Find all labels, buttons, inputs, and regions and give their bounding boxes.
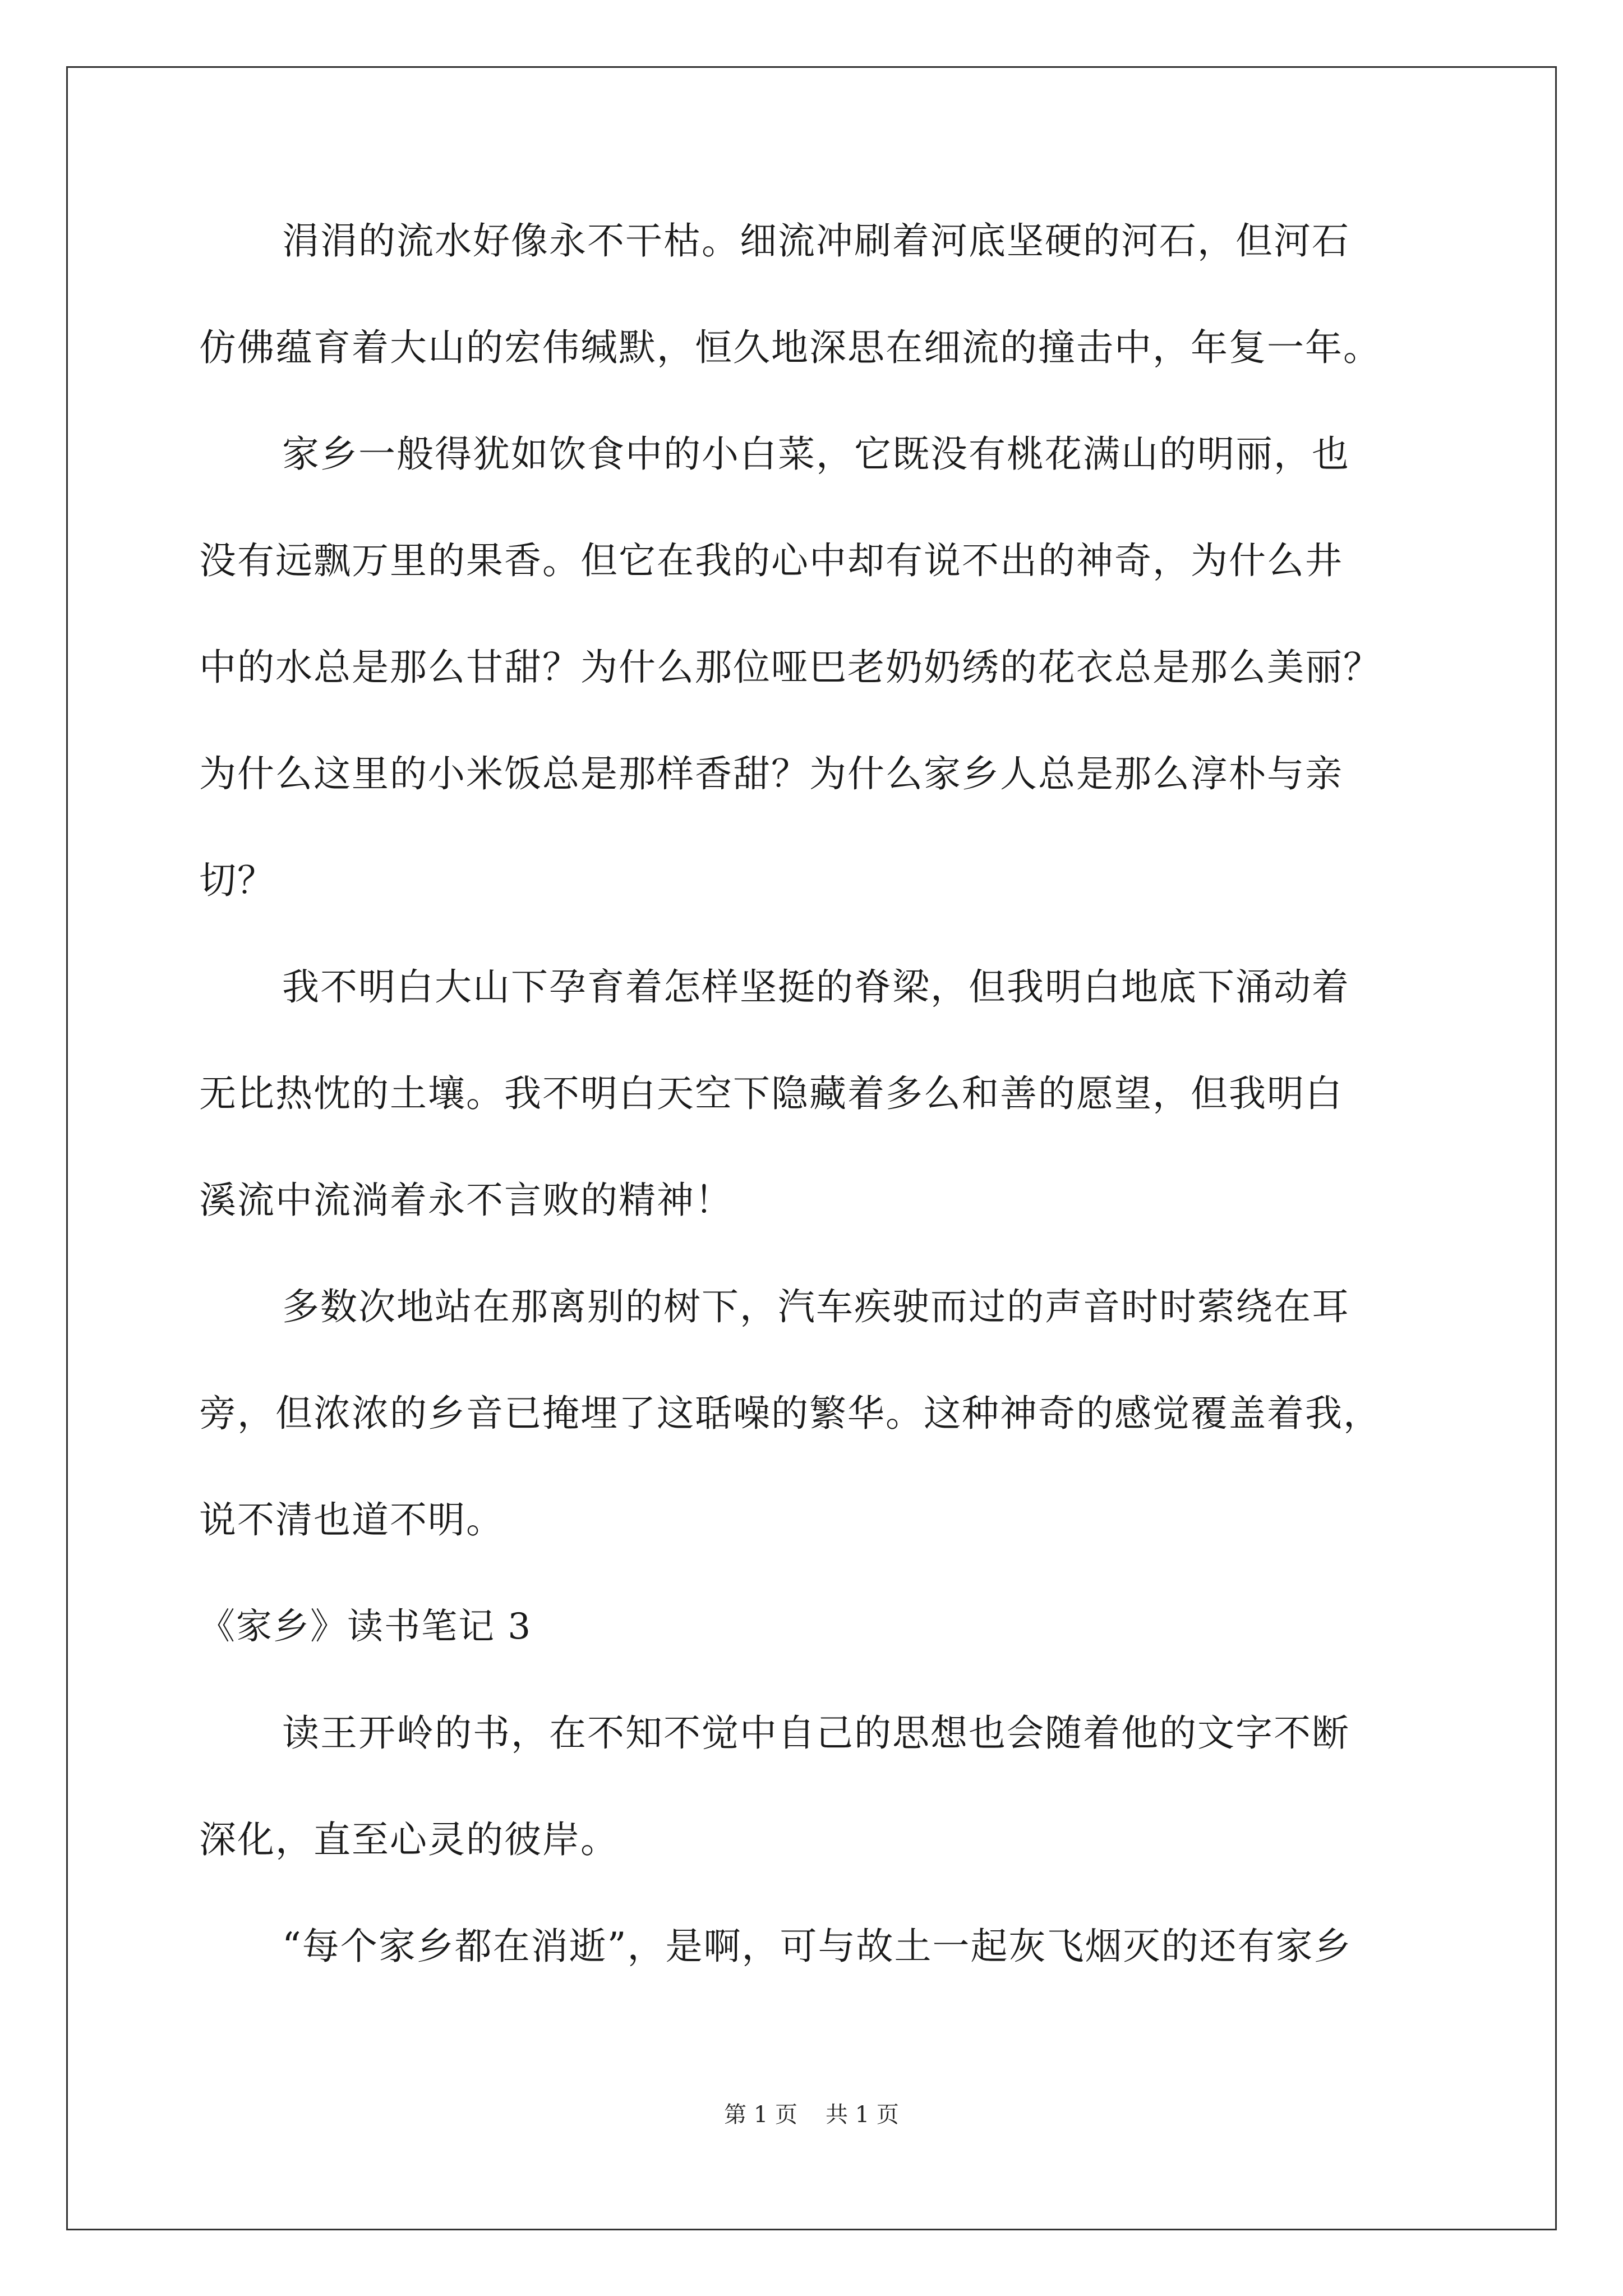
- section-heading: 《家乡》读书笔记 3: [199, 1606, 532, 1648]
- paragraph-5-line-2: 深化，直至心灵的彼岸。: [199, 1818, 619, 1861]
- paragraph-2-line-3: 中的水总是那么甘甜？为什么那位哑巴老奶奶绣的花衣总是那么美丽？: [199, 646, 1381, 689]
- paragraph-5-line-1: 读王开岭的书，在不知不觉中自己的思想也会随着他的文字不断: [282, 1711, 1350, 1755]
- paragraph-3-line-1: 我不明白大山下孕育着怎样坚挺的脊梁，但我明白地底下涌动着: [282, 965, 1350, 1009]
- paragraph-2-line-4: 为什么这里的小米饭总是那样香甜？为什么家乡人总是那么淳朴与亲: [199, 752, 1343, 795]
- page-number: 第 1 页: [724, 2102, 797, 2128]
- paragraph-3-line-2: 无比热忱的土壤。我不明白天空下隐藏着多么和善的愿望，但我明白: [199, 1072, 1343, 1115]
- paragraph-4-line-3: 说不清也道不明。: [199, 1498, 504, 1542]
- paragraph-2-line-2: 没有远飘万里的果香。但它在我的心中却有说不出的神奇，为什么井: [199, 539, 1343, 582]
- page-border: [66, 66, 1557, 2230]
- paragraph-2-line-1: 家乡一般得犹如饮食中的小白菜，它既没有桃花满山的明丽，也: [282, 432, 1350, 476]
- page-footer: [0, 2098, 1623, 2132]
- paragraph-6-line-1: “每个家乡都在消逝”，是啊，可与故土一起灰飞烟灭的还有家乡: [282, 1925, 1352, 1968]
- paragraph-1-line-2: 仿佛蕴育着大山的宏伟缄默，恒久地深思在细流的撞击中，年复一年。: [199, 326, 1381, 369]
- paragraph-4-line-2: 旁，但浓浓的乡音已掩埋了这聒噪的繁华。这种神奇的感觉覆盖着我，: [199, 1392, 1381, 1435]
- paragraph-1-line-1: 涓涓的流水好像永不干枯。细流冲刷着河底坚硬的河石，但河石: [282, 219, 1350, 263]
- paragraph-4-line-1: 多数次地站在那离别的树下，汽车疾驶而过的声音时时萦绕在耳: [282, 1285, 1350, 1328]
- page-total: 共 1 页: [826, 2102, 899, 2128]
- paragraph-3-line-3: 溪流中流淌着永不言败的精神！: [199, 1179, 733, 1222]
- paragraph-2-line-5: 切？: [199, 859, 275, 902]
